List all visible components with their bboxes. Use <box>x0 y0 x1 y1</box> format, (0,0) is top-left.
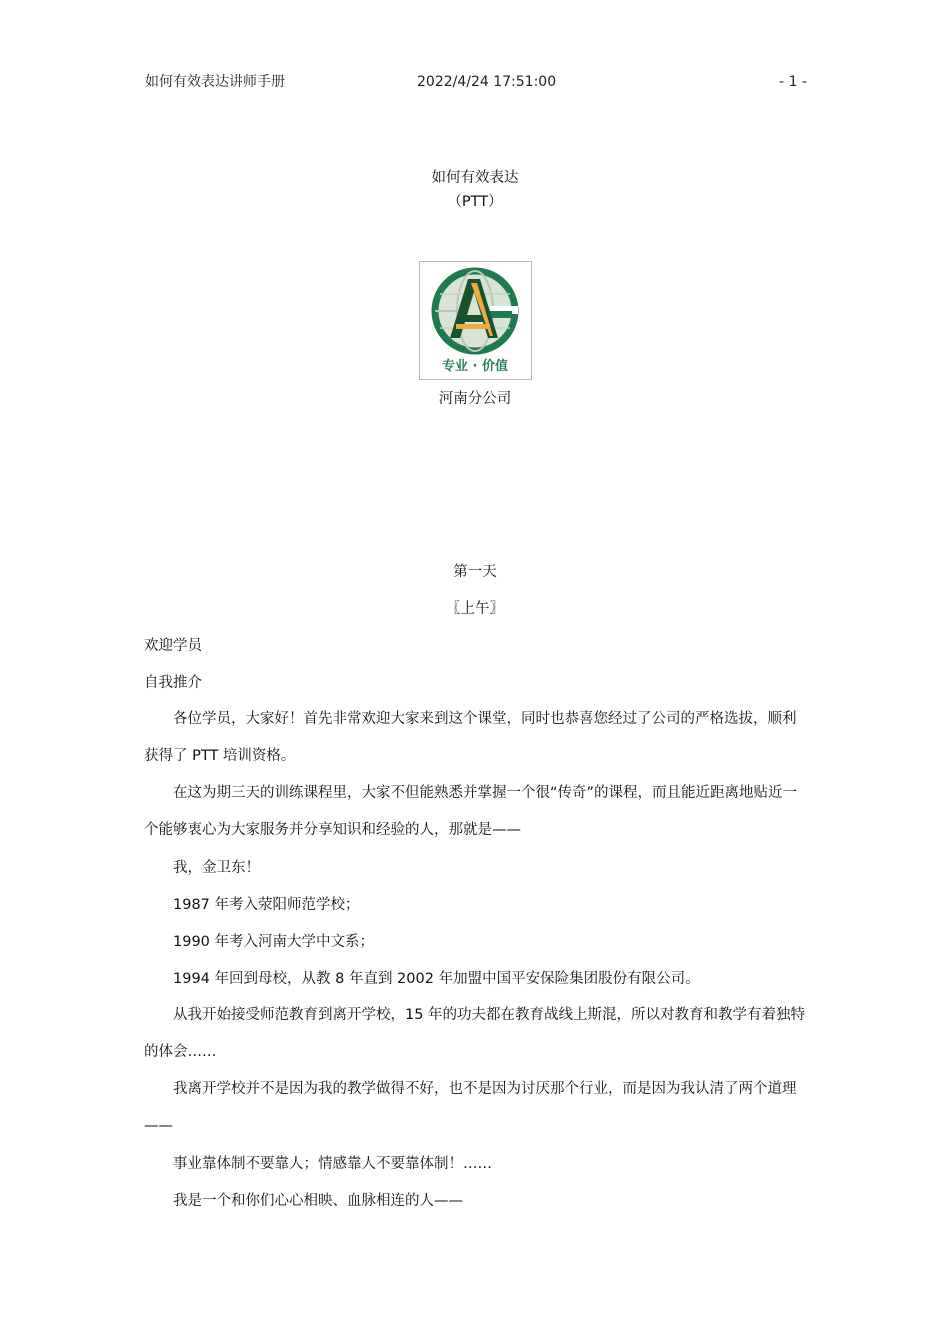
paragraph: 我，金卫东！ <box>173 860 260 876</box>
cover-subtitle: （PTT） <box>447 194 503 210</box>
header-page-number: - 1 - <box>779 74 807 90</box>
logo-caption: 专业 · 价值 <box>442 359 508 374</box>
paragraph: 我离开学校并不是因为我的教学做得不好，也不是因为讨厌那个行业，而是因为我认清了两个道理—— <box>144 1081 797 1134</box>
page-header <box>145 72 807 92</box>
paragraph: 1994 年回到母校，从教 8 年直到 2002 年加盟中国平安保险集团股份有限公司。 <box>173 971 700 987</box>
heading-welcome: 欢迎学员 <box>144 638 202 654</box>
paragraph: 各位学员，大家好！首先非常欢迎大家来到这个课堂，同时也恭喜您经过了公司的严格选拔，顺利获得了 PTT 培训资格。 <box>144 711 797 764</box>
paragraph: 事业靠体制不要靠人；情感靠人不要靠体制！…… <box>173 1156 492 1172</box>
day-heading: 第一天 <box>453 564 497 580</box>
paragraph: 1990 年考入河南大学中文系； <box>173 934 375 950</box>
paragraph: 从我开始接受师范教育到离开学校，15 年的功夫都在教育战线上斯混，所以对教育和教学有着独特的体会…… <box>144 1007 806 1060</box>
cover-title: 如何有效表达 <box>431 170 519 186</box>
company-name: 河南分公司 <box>438 391 512 407</box>
logo-emblem-icon <box>420 262 531 379</box>
paragraph: 1987 年考入荥阳师范学校； <box>173 897 360 913</box>
session-heading: 〖上午〗 <box>446 601 504 617</box>
paragraph: 我是一个和你们心心相映、血脉相连的人—— <box>173 1193 463 1209</box>
heading-self-intro: 自我推介 <box>144 675 202 691</box>
company-logo <box>419 261 532 380</box>
header-doc-title: 如何有效表达讲师手册 <box>145 74 285 90</box>
paragraph: 在这为期三天的训练课程里，大家不但能熟悉并掌握一个很“传奇”的课程，而且能近距离地贴近一个能够衷心为大家服务并分享知识和经验的人，那就是—— <box>144 785 798 838</box>
header-datetime: 2022/4/24 17:51:00 <box>417 74 557 90</box>
